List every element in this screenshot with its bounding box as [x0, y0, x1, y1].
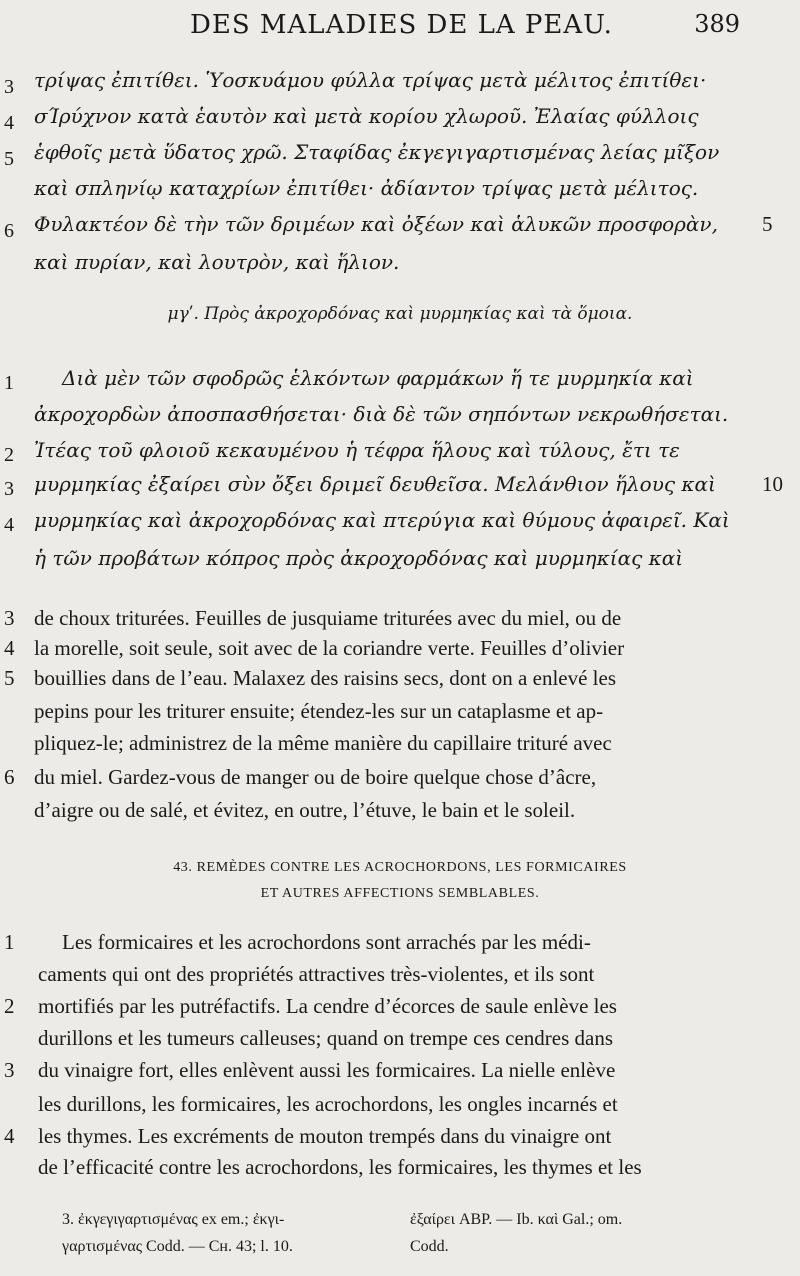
- line-number: 1: [4, 372, 14, 394]
- french-text: Les formicaires et les acrochordons sont arrachés par les médi-: [62, 930, 591, 954]
- greek-text: μυρμηκίας ἐξαίρει σὺν ὄξει δριμεῖ δευθεῖσα. Μελάνθιον ἥλους καὶ: [34, 472, 716, 496]
- line-number: 3: [4, 1058, 15, 1082]
- french-text: mortifiés par les putréfactifs. La cendre d’écorces de saule enlève les: [38, 994, 617, 1018]
- greek-text: Ἰτέας τοῦ φλοιοῦ κεκαυμένου ἡ τέφρα ἥλους καὶ τύλους, ἔτι τε: [34, 438, 680, 462]
- footnote-line: Codd.: [410, 1238, 449, 1255]
- greek-text: τρίψας ἐπιτίθει. Ὑοσκυάμου φύλλα τρίψας μετὰ μέλιτος ἐπιτίθει·: [34, 68, 707, 92]
- line-number: 4: [4, 1124, 15, 1148]
- french-section-title: 43. REMÈDES CONTRE LES ACROCHORDONS, LES FORMICAIRES: [173, 860, 627, 875]
- french-text: caments qui ont des propriétés attractives très-violentes, et ils sont: [38, 962, 595, 986]
- line-number: 5: [4, 666, 15, 690]
- french-text: la morelle, soit seule, soit avec de la coriandre verte. Feuilles d’olivier: [34, 636, 625, 660]
- footnote-left: [62, 1206, 293, 1260]
- line-number: 4: [4, 112, 14, 134]
- french-text: de choux triturées. Feuilles de jusquiame triturées avec du miel, ou de: [34, 606, 622, 630]
- french-text: les thymes. Les excréments de mouton trempés dans du vinaigre ont: [38, 1124, 612, 1148]
- french-text: d’aigre ou de salé, et évitez, en outre, l’étuve, le bain et le soleil.: [34, 798, 576, 822]
- greek-text: σΊρύχνον κατὰ ἑαυτὸν καὶ μετὰ κορίου χλωροῦ. Ἐλαίας φύλλοις: [34, 104, 699, 128]
- line-number: 3: [4, 606, 15, 630]
- page-number: 389: [694, 10, 740, 38]
- french-text: les durillons, les formicaires, les acrochordons, les ongles incarnés et: [38, 1092, 618, 1116]
- footnote-line: γαρτισμένας Codd. — Cʜ. 43; l. 10.: [62, 1238, 293, 1255]
- french-text: durillons et les tumeurs calleuses; quand on trempe ces cendres dans: [38, 1026, 613, 1050]
- greek-text: ἑφθοῖς μετὰ ὕδατος χρῶ. Σταφίδας ἐκγεγιγαρτισμένας λείας μῖξον: [34, 140, 720, 164]
- line-number: 2: [4, 994, 15, 1018]
- line-number: 3: [4, 478, 14, 500]
- french-text: du miel. Gardez-vous de manger ou de boire quelque chose d’âcre,: [34, 765, 597, 789]
- greek-text: μυρμηκίας καὶ ἀκροχορδόνας καὶ πτερύγια καὶ θύμους ἀφαιρεῖ. Καὶ: [34, 508, 730, 532]
- greek-text: Διὰ μὲν τῶν σφοδρῶς ἑλκόντων φαρμάκων ἥ τε μυρμηκία καὶ: [62, 366, 694, 390]
- line-number: 3: [4, 76, 14, 98]
- french-text: pliquez-le; administrez de la même manière du capillaire trituré avec: [34, 731, 612, 755]
- running-head: DES MALADIES DE LA PEAU.: [190, 10, 613, 40]
- french-text: bouillies dans de l’eau. Malaxez des raisins secs, dont on a enlevé les: [34, 666, 616, 690]
- french-text: pepins pour les triturer ensuite; étendez-les sur un cataplasme et ap-: [34, 699, 604, 723]
- footnote-right: [410, 1206, 622, 1260]
- line-number: 6: [4, 220, 14, 242]
- greek-text: καὶ πυρίαν, καὶ λουτρὸν, καὶ ἥλιον.: [34, 250, 400, 274]
- line-number: 4: [4, 514, 14, 536]
- greek-text: ἀκροχορδὼν ἀποσπασθήσεται· διὰ δὲ τῶν σηπόντων νεκρωθήσεται.: [34, 402, 729, 426]
- greek-section-title: μγʹ. Πρὸς ἀκροχορδόνας καὶ μυρμηκίας καὶ τὰ ὅμοια.: [167, 304, 633, 324]
- margin-line-number: 10: [762, 472, 783, 496]
- greek-text: ἡ τῶν προβάτων κόπρος πρὸς ἀκροχορδόνας καὶ μυρμηκίας καὶ: [34, 546, 684, 570]
- margin-line-number: 5: [762, 212, 773, 236]
- french-text: de l’efficacité contre les acrochordons, les formicaires, les thymes et les: [38, 1155, 642, 1179]
- french-section-subtitle: ET AUTRES AFFECTIONS SEMBLABLES.: [260, 886, 540, 901]
- greek-text: καὶ σπληνίῳ καταχρίων ἐπιτίθει· ἀδίαντον τρίψας μετὰ μέλιτος.: [34, 176, 699, 200]
- line-number: 5: [4, 148, 14, 170]
- greek-text: Φυλακτέον δὲ τὴν τῶν δριμέων καὶ ὀξέων καὶ ἁλυκῶν προσφορὰν,: [34, 212, 718, 236]
- line-number: 6: [4, 765, 15, 789]
- footnote-line: 3. ἐκγεγιγαρτισμένας ex em.; ἐκγι-: [62, 1211, 285, 1228]
- footnote-line: ἐξαίρει ABP. — Ib. καὶ Gal.; om.: [410, 1211, 623, 1228]
- french-text: du vinaigre fort, elles enlèvent aussi les formicaires. La nielle enlève: [38, 1058, 616, 1082]
- line-number: 2: [4, 444, 14, 466]
- line-number: 1: [4, 930, 15, 954]
- page-header: [0, 6, 800, 42]
- line-number: 4: [4, 636, 15, 660]
